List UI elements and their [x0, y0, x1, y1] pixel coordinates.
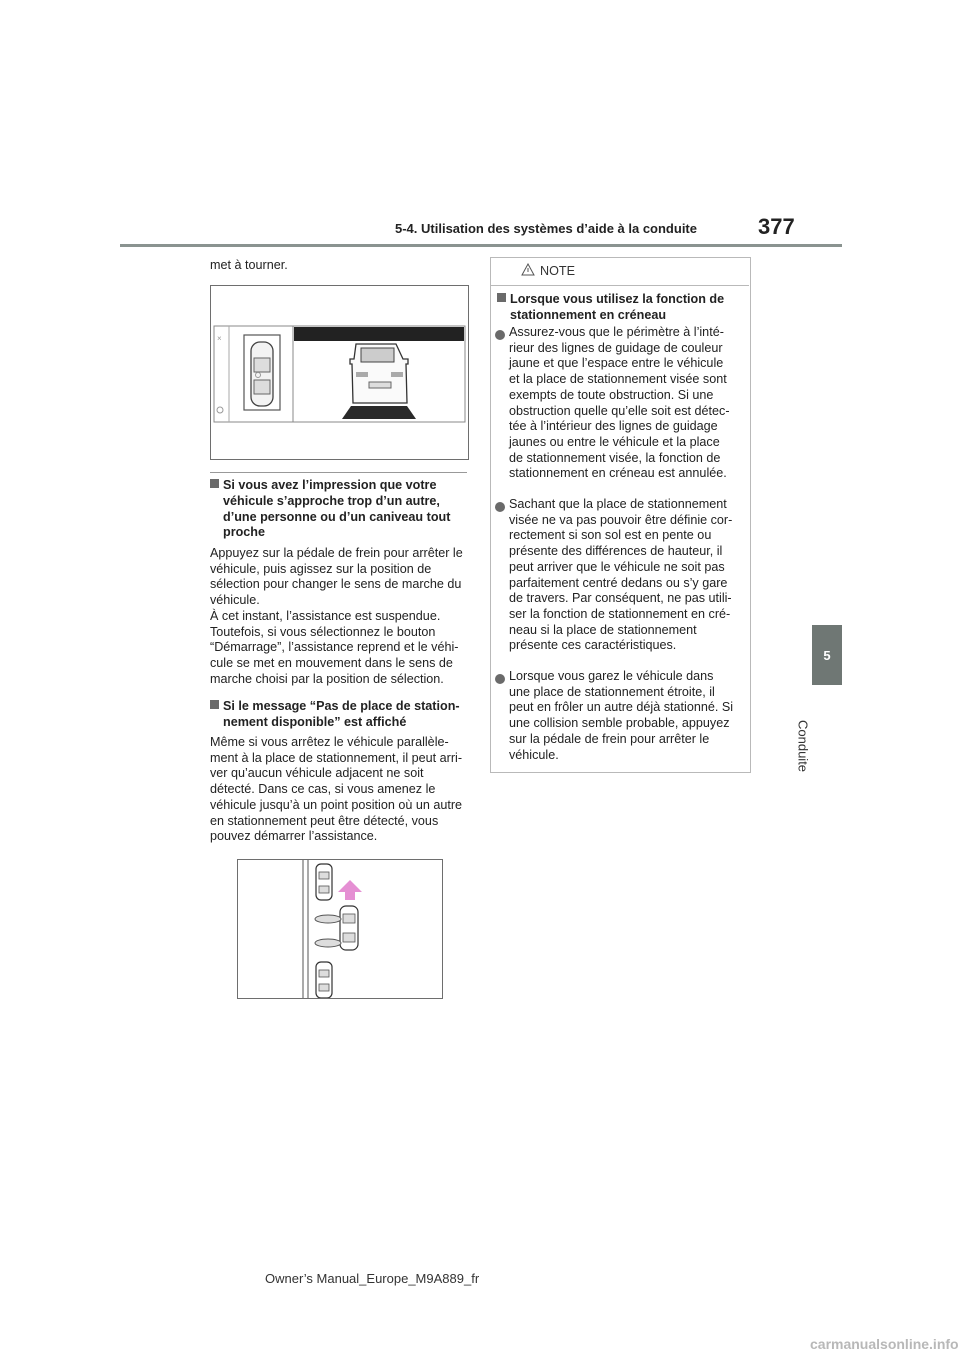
note-title: NOTE [540, 264, 575, 278]
note-bullet-1: Assurez-vous que le périmètre à l’inté- rieur des lignes de guidage de couleur jaune et que l’espace entre le véhicule et la place de stationnement visée sont exempts de toute obstruction. Si une obstruction quelle qu’elle soit est détec- tée à l’intérieur des lignes de guidage jaunes ou entre le véhicule et la place de stationnement visée, la fonction de stationnement en créneau est annulée. [509, 325, 730, 481]
bullet-icon [495, 330, 505, 340]
intro-text: met à tourner. [210, 258, 288, 272]
page-number: 377 [758, 214, 795, 239]
chapter-label: Conduite [795, 720, 811, 773]
watermark: carmanualsonline.info [810, 1336, 959, 1352]
parking-diagram-figure [237, 859, 443, 999]
section1-body: Appuyez sur la pédale de frein pour arrêter le véhicule, puis agissez sur la position de sélection pour changer le sens de marche du véhicule. À cet instant, l’assistance est suspendue. Toutefois, si vous sélectionnez le bouton “Démarrage”, l’assistance reprend et le véhi- cule se met en mouvement dans le sens de marche choisi par la position de sélection. [210, 546, 463, 686]
bullet-icon [495, 502, 505, 512]
warning-triangle-icon [521, 263, 535, 281]
bullet-icon [495, 674, 505, 684]
svg-text:×: × [217, 334, 222, 343]
section2-body: Même si vous arrêtez le véhicule parallèle- ment à la place de stationnement, il peut arri- ver qu’aucun véhicule adjacent ne soit détecté. Dans ce cas, si vous amenez le véhicule jusqu’à un point position où un autre en stationnement peut être détecté, vous pouvez démarrer l’assistance. [210, 735, 463, 844]
note-bullet-3: Lorsque vous garez le véhicule dans une place de stationnement étroite, il peut en frôler un autre déjà stationné. Si une collision semble probable, appuyez sur la pédale de frein pour arrêter le véhicule. [509, 669, 734, 762]
direction-arrow-icon [338, 880, 362, 900]
note-heading: Lorsque vous utilisez la fonction de stationnement en créneau [497, 292, 742, 324]
square-bullet-icon [210, 700, 219, 709]
parking-screen-figure [210, 285, 469, 460]
section-title: 5-4. Utilisation des systèmes d’aide à la conduite [395, 221, 697, 236]
header-rule [120, 244, 842, 247]
square-bullet-icon [497, 293, 506, 302]
chapter-tab: 5 [812, 625, 842, 685]
section-separator [210, 472, 467, 473]
note-bullet-2: Sachant que la place de stationnement visée ne va pas pouvoir être définie cor- rectement si son sol est en pente ou présente des différences de hauteur, il peut arriver que le véhicule ne soit pas parfaitement centré dedans ou s’y gare de travers. Par conséquent, ne pas utili- ser la fonction de stationnement en cré- neau si la place de stationnement présente ces caractéristiques. [509, 497, 733, 653]
section1-heading: Si vous avez l’impression que votre véhicule s’approche trop d’un autre, d’une personne ou d’un caniveau tout proche [210, 478, 470, 541]
section2-heading: Si le message “Pas de place de station- nement disponible” est affiché [210, 699, 472, 731]
square-bullet-icon [210, 479, 219, 488]
parking-screen-illustration [211, 286, 468, 459]
parking-diagram-illustration [238, 860, 442, 998]
footer-text: Owner’s Manual_Europe_M9A889_fr [265, 1271, 480, 1286]
